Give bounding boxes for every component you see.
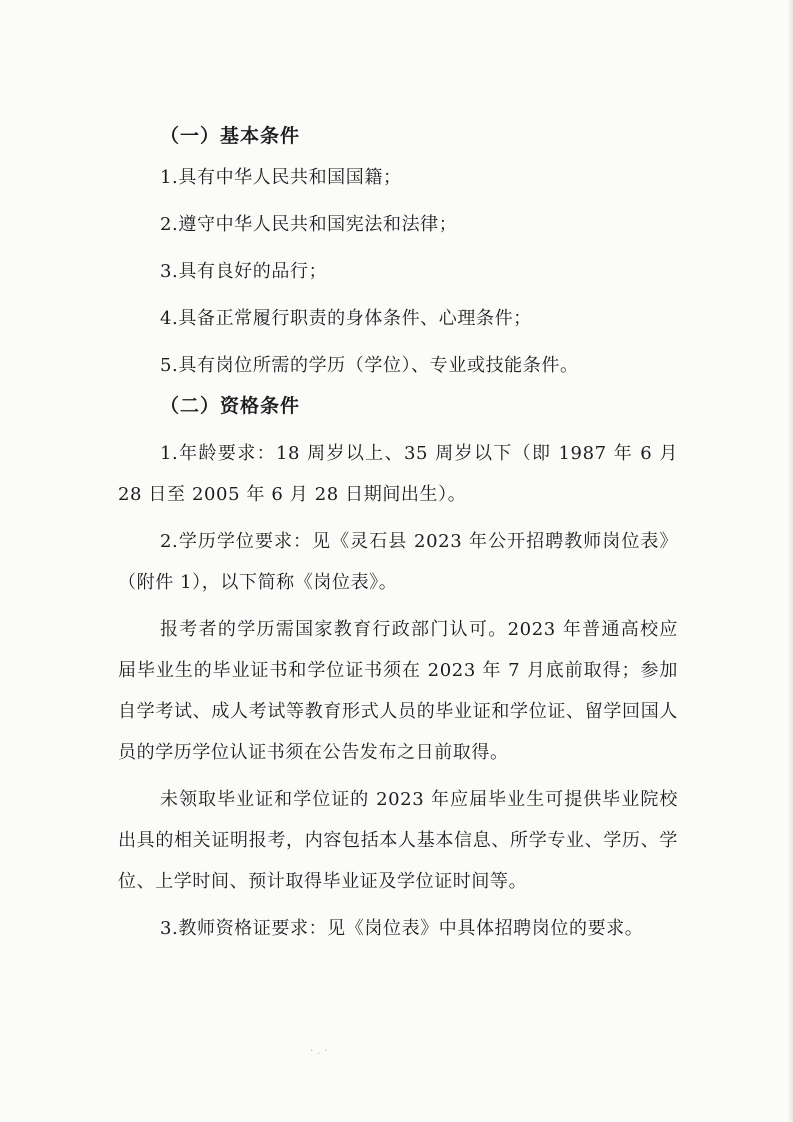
basic-item-1: 1.具有中华人民共和国国籍； <box>160 167 402 188</box>
education-requirement: 2.学历学位要求：见《灵石县 2023 年公开招聘教师岗位表》（附件 1），以下简称《岗位表》。 <box>118 531 678 593</box>
scan-speckle: ·.· <box>310 1046 332 1057</box>
basic-item-2: 2.遵守中华人民共和国宪法和法律； <box>160 214 458 235</box>
education-note-graduates: 未领取毕业证和学位证的 2023 年应届毕业生可提供毕业院校出具的相关证明报考，内容包括本人基本信息、所学专业、学历、学位、上学时间、预计取得毕业证及学位证时间等。 <box>118 789 678 892</box>
scan-edge-shadow <box>787 0 793 1122</box>
basic-item-3: 3.具有良好的品行； <box>160 261 328 282</box>
section-heading-basic: （一）基本条件 <box>160 125 301 147</box>
teacher-certificate-requirement: 3.教师资格证要求：见《岗位表》中具体招聘岗位的要求。 <box>160 918 644 939</box>
section-heading-qualification: （二）资格条件 <box>160 395 301 417</box>
document-body <box>118 116 678 949</box>
age-requirement: 1.年龄要求：18 周岁以上、35 周岁以下（即 1987 年 6 月 28 日至 2005 年 6 月 28 日期间出生）。 <box>118 443 678 505</box>
basic-item-4: 4.具备正常履行职责的身体条件、心理条件； <box>160 308 532 329</box>
education-note-accreditation: 报考者的学历需国家教育行政部门认可。2023 年普通高校应届毕业生的毕业证书和学位证书须在 2023 年 7 月底前取得；参加自学考试、成人考试等教育形式人员的毕业证和学位证、留学回国人员的学历学位认证书须在公告发布之日前取得。 <box>118 619 678 763</box>
basic-item-5: 5.具有岗位所需的学历（学位）、专业或技能条件。 <box>160 355 579 376</box>
